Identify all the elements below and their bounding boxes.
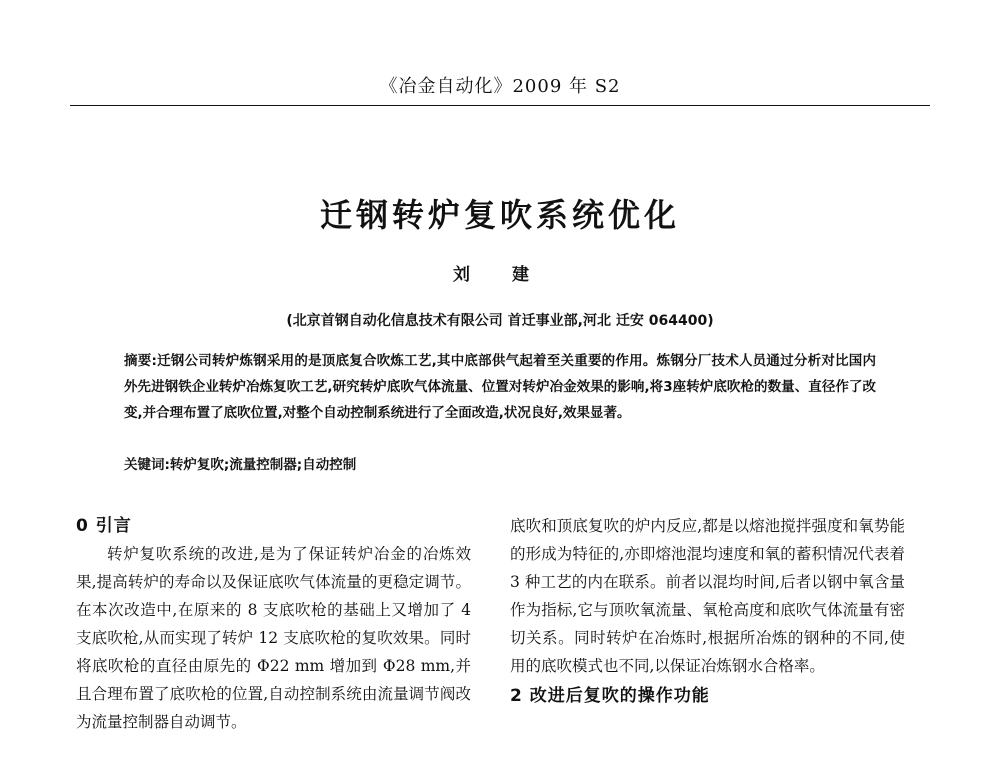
section-heading-2: 2 改进后复吹的操作功能 <box>510 686 710 706</box>
abstract: 摘要:迁钢公司转炉炼钢采用的是顶底复合吹炼工艺,其中底部供气起着至关重要的作用。炼钢分厂技术人员通过分析对比国内外先进钢铁企业转炉冶炼复吹工艺,研究转炉底吹气体流量、位置对转炉冶金效果的影响,将3座转炉底吹枪的数量、直径作了改变,并合理布置了底吹位置,对整个自动控制系统进行了全面改造,状况良好,效果显著。 <box>124 353 876 421</box>
journal-header: 《冶金自动化》2009 年 S2 <box>379 76 621 97</box>
right-column <box>510 512 905 710</box>
header-rule <box>70 105 930 106</box>
continued-paragraph: 底吹和顶底复吹的炉内反应,都是以熔池搅拌强度和氧势能的形成为特征的,亦即熔池混均速度和氧的蓄积情况代表着 3 种工艺的内在联系。前者以混均时间,后者以钢中氧含量作为指标,它与顶吹氧流量、氧枪高度和底吹气体流量有密切关系。同时转炉在冶炼时,根据所冶炼的钢种的不同,使用的底吹模式也不同,以保证冶炼钢水合格率。 <box>510 517 905 675</box>
author: 刘 建 <box>453 265 547 285</box>
paper-title: 迁钢转炉复吹系统优化 <box>319 196 680 234</box>
section-heading-intro: 0 引言 <box>76 516 132 536</box>
left-column <box>76 512 471 736</box>
affiliation: (北京首钢自动化信息技术有限公司 首迁事业部,河北 迁安 064400) <box>286 313 714 329</box>
keywords: 关键词:转炉复吹;流量控制器;自动控制 <box>124 457 357 473</box>
intro-paragraph: 转炉复吹系统的改进,是为了保证转炉冶金的冶炼效果,提高转炉的寿命以及保证底吹气体流量的更稳定调节。在本次改造中,在原来的 8 支底吹枪的基础上又增加了 4 支底吹枪,从而实现了转炉 12 支底吹枪的复吹效果。同时将底吹枪的直径由原先的 Φ22 mm 增加到 Φ28 mm,并且合理布置了底吹枪的位置,自动控制系统由流量调节阀改为流量控制器自动调节。 <box>76 545 471 731</box>
